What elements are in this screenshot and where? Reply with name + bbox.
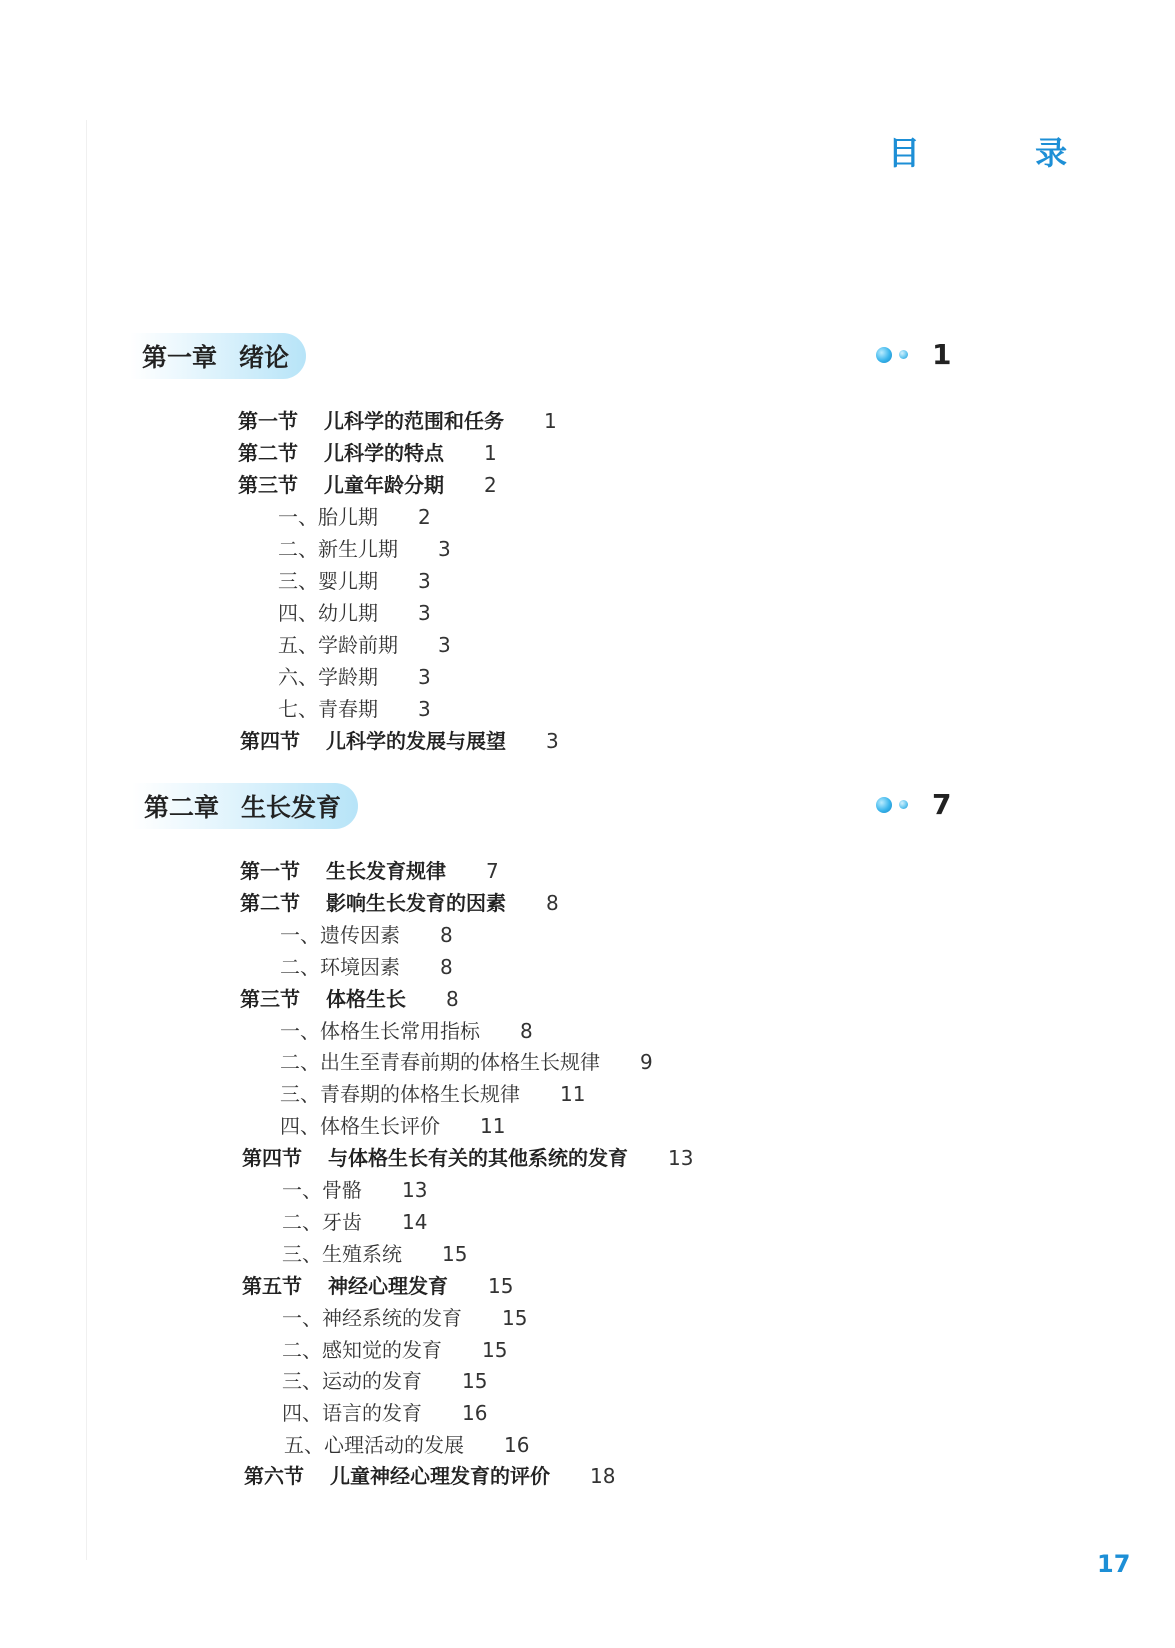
toc-entry-section[interactable]: [244, 1464, 615, 1488]
toc-entry-subsection[interactable]: [282, 1338, 507, 1362]
toc-entry-subsection[interactable]: [284, 1433, 529, 1457]
page-margin-line: [86, 120, 87, 1560]
subsection-label: 一、体格生长常用指标: [280, 1019, 480, 1043]
toc-entry-subsection[interactable]: [278, 505, 431, 529]
chapter-number: 第二章: [144, 793, 220, 822]
section-prefix: 第一节: [240, 859, 300, 883]
toc-entry-section[interactable]: [240, 987, 459, 1011]
entry-page-number: 16: [504, 1433, 530, 1457]
section-prefix: 第四节: [240, 729, 300, 753]
entry-page-number: 3: [546, 729, 559, 753]
toc-entry-section[interactable]: [242, 1146, 693, 1170]
section-prefix: 第二节: [238, 441, 298, 465]
entry-page-number: 8: [446, 987, 459, 1011]
toc-entry-section[interactable]: [240, 859, 499, 883]
entry-page-number: 15: [462, 1369, 488, 1393]
section-prefix: 第三节: [240, 987, 300, 1011]
entry-page-number: 8: [546, 891, 559, 915]
toc-entry-subsection[interactable]: [278, 633, 451, 657]
bullet-dot-icon: [899, 800, 908, 809]
entry-page-number: 15: [502, 1306, 528, 1330]
section-prefix: 第五节: [242, 1274, 302, 1298]
toc-entry-subsection[interactable]: [282, 1242, 467, 1266]
section-label: 体格生长: [326, 987, 406, 1011]
toc-entry-subsection[interactable]: [278, 537, 451, 561]
toc-entry-subsection[interactable]: [280, 1050, 653, 1074]
subsection-label: 二、环境因素: [280, 955, 400, 979]
toc-entry-section[interactable]: [242, 1274, 513, 1298]
entry-page-number: 7: [486, 859, 499, 883]
subsection-label: 二、新生儿期: [278, 537, 398, 561]
subsection-label: 四、体格生长评价: [280, 1114, 440, 1138]
toc-entry-subsection[interactable]: [280, 955, 453, 979]
entry-page-number: 1: [484, 441, 497, 465]
toc-entry-subsection[interactable]: [280, 1082, 585, 1106]
entry-page-number: 18: [590, 1464, 616, 1488]
subsection-label: 二、出生至青春前期的体格生长规律: [280, 1050, 600, 1074]
toc-entry-subsection[interactable]: [278, 665, 431, 689]
entry-page-number: 11: [560, 1082, 586, 1106]
section-label: 与体格生长有关的其他系统的发育: [328, 1146, 628, 1170]
subsection-label: 四、语言的发育: [282, 1401, 422, 1425]
entry-page-number: 3: [438, 537, 451, 561]
chapter-page-number: 1: [932, 338, 952, 371]
section-label: 儿科学的发展与展望: [326, 729, 506, 753]
entry-page-number: 11: [480, 1114, 506, 1138]
toc-entry-section[interactable]: [238, 473, 497, 497]
toc-entry-section[interactable]: [240, 891, 559, 915]
subsection-label: 二、牙齿: [282, 1210, 362, 1234]
bullet-dot-icon: [876, 347, 892, 363]
section-prefix: 第三节: [238, 473, 298, 497]
subsection-label: 三、运动的发育: [282, 1369, 422, 1393]
toc-entry-subsection[interactable]: [278, 601, 431, 625]
entry-page-number: 8: [440, 923, 453, 947]
chapter-page-number: 7: [932, 788, 952, 821]
entry-page-number: 3: [418, 665, 431, 689]
subsection-label: 三、生殖系统: [282, 1242, 402, 1266]
entry-page-number: 16: [462, 1401, 488, 1425]
toc-entry-subsection[interactable]: [280, 923, 453, 947]
toc-entry-subsection[interactable]: [282, 1178, 427, 1202]
section-label: 生长发育规律: [326, 859, 446, 883]
subsection-label: 一、神经系统的发育: [282, 1306, 462, 1330]
entry-page-number: 8: [520, 1019, 533, 1043]
toc-entry-subsection[interactable]: [282, 1369, 487, 1393]
entry-page-number: 3: [418, 697, 431, 721]
section-label: 儿童年龄分期: [324, 473, 444, 497]
chapter-name: 绪论: [239, 343, 290, 372]
section-label: 影响生长发育的因素: [326, 891, 506, 915]
section-prefix: 第四节: [242, 1146, 302, 1170]
entry-page-number: 8: [440, 955, 453, 979]
subsection-label: 三、青春期的体格生长规律: [280, 1082, 520, 1106]
entry-page-number: 15: [442, 1242, 468, 1266]
entry-page-number: 14: [402, 1210, 428, 1234]
subsection-label: 七、青春期: [278, 697, 378, 721]
toc-entry-section[interactable]: [238, 409, 557, 433]
subsection-label: 一、胎儿期: [278, 505, 378, 529]
subsection-label: 一、骨骼: [282, 1178, 362, 1202]
entry-page-number: 9: [640, 1050, 653, 1074]
toc-entry-subsection[interactable]: [278, 569, 431, 593]
entry-page-number: 3: [418, 569, 431, 593]
chapter-number: 第一章: [142, 343, 218, 372]
subsection-label: 一、遗传因素: [280, 923, 400, 947]
entry-page-number: 1: [544, 409, 557, 433]
entry-page-number: 13: [402, 1178, 428, 1202]
entry-page-number: 2: [484, 473, 497, 497]
section-label: 儿童神经心理发育的评价: [330, 1464, 550, 1488]
entry-page-number: 15: [482, 1338, 508, 1362]
chapter-page-marker: [876, 338, 951, 371]
section-label: 儿科学的范围和任务: [324, 409, 504, 433]
subsection-label: 三、婴儿期: [278, 569, 378, 593]
toc-entry-subsection[interactable]: [282, 1210, 427, 1234]
section-label: 儿科学的特点: [324, 441, 444, 465]
section-label: 神经心理发育: [328, 1274, 448, 1298]
entry-page-number: 3: [438, 633, 451, 657]
subsection-label: 五、心理活动的发展: [284, 1433, 464, 1457]
chapter-heading[interactable]: [132, 783, 358, 829]
toc-entry-subsection[interactable]: [278, 697, 431, 721]
toc-entry-section[interactable]: [238, 441, 497, 465]
entry-page-number: 15: [488, 1274, 514, 1298]
chapter-heading[interactable]: [130, 333, 306, 379]
bullet-dot-icon: [876, 797, 892, 813]
subsection-label: 四、幼儿期: [278, 601, 378, 625]
page-number: 17: [1097, 1550, 1131, 1578]
entry-page-number: 2: [418, 505, 431, 529]
chapter-name: 生长发育: [241, 793, 342, 822]
toc-entry-subsection[interactable]: [280, 1019, 533, 1043]
section-prefix: 第一节: [238, 409, 298, 433]
subsection-label: 六、学龄期: [278, 665, 378, 689]
entry-page-number: 13: [668, 1146, 694, 1170]
subsection-label: 二、感知觉的发育: [282, 1338, 442, 1362]
toc-title: 目 录: [888, 134, 1120, 172]
chapter-page-marker: [876, 788, 951, 821]
subsection-label: 五、学龄前期: [278, 633, 398, 657]
section-prefix: 第六节: [244, 1464, 304, 1488]
toc-entry-subsection[interactable]: [282, 1306, 527, 1330]
toc-entry-section[interactable]: [240, 729, 559, 753]
section-prefix: 第二节: [240, 891, 300, 915]
toc-entry-subsection[interactable]: [282, 1401, 487, 1425]
toc-entry-subsection[interactable]: [280, 1114, 505, 1138]
entry-page-number: 3: [418, 601, 431, 625]
bullet-dot-icon: [899, 350, 908, 359]
